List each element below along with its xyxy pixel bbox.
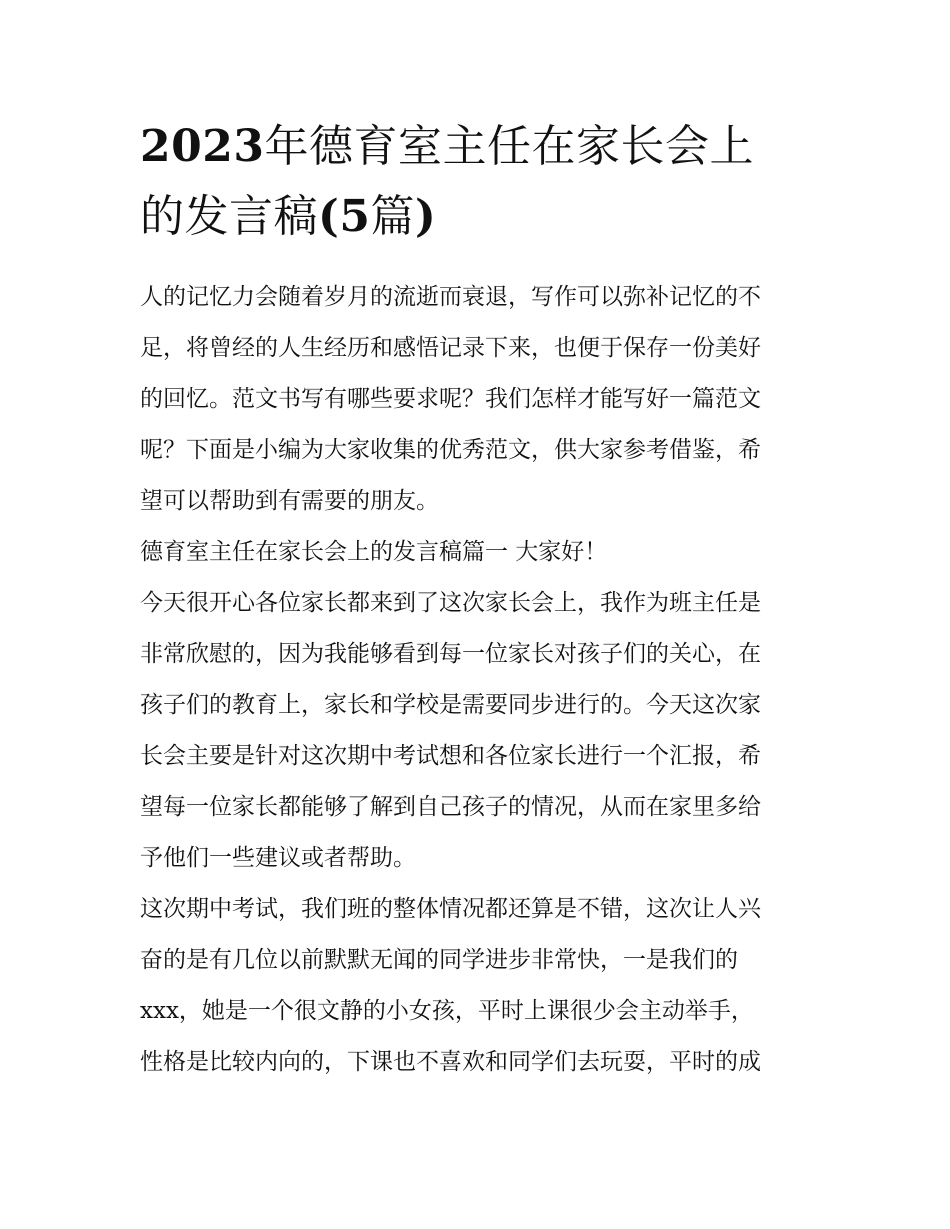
body-paragraph xyxy=(140,578,820,884)
text-line: 这次期中考试，我们班的整体情况都还算是不错，这次让人兴 xyxy=(140,896,761,922)
title-line-1 xyxy=(140,112,820,182)
text-line: 性格是比较内向的，下课也不喜欢和同学们去玩耍，平时的成 xyxy=(140,1049,761,1075)
text-line: 德育室主任在家长会上的发言稿篇一 大家好！ xyxy=(140,539,608,565)
title-year: 2023 xyxy=(140,121,265,172)
section-heading-paragraph xyxy=(140,527,820,578)
text-line: 孩子们的教育上，家长和学校是需要同步进行的。今天这次家 xyxy=(140,692,761,718)
title-line-2-text-a: 的发言稿 xyxy=(140,191,318,242)
title-line-1-text: 年德育室主任在家长会上 xyxy=(264,121,754,172)
text-line: 非常欣慰的，因为我能够看到每一位家长对孩子们的关心，在 xyxy=(140,641,761,667)
title-line-2 xyxy=(140,182,820,252)
intro-paragraph xyxy=(140,272,820,527)
text-line: 呢？下面是小编为大家收集的优秀范文，供大家参考借鉴，希 xyxy=(140,437,761,463)
title-count: (5 xyxy=(318,191,371,242)
body-paragraph xyxy=(140,884,820,1088)
text-line: 人的记忆力会随着岁月的流逝而衰退，写作可以弥补记忆的不 xyxy=(140,284,761,310)
text-line: 予他们一些建议或者帮助。 xyxy=(140,845,416,871)
text-line: 今天很开心各位家长都来到了这次家长会上，我作为班主任是 xyxy=(140,590,761,616)
text-line: 长会主要是针对这次期中考试想和各位家长进行一个汇报，希 xyxy=(140,743,761,769)
text-line: 望每一位家长都能够了解到自己孩子的情况，从而在家里多给 xyxy=(140,794,761,820)
text-line: 奋的是有几位以前默默无闻的同学进步非常快，一是我们的 xyxy=(140,947,738,973)
text-line: xxx，她是一个很文静的小女孩，平时上课很少会主动举手， xyxy=(140,998,754,1024)
document-body xyxy=(140,272,820,1088)
text-line: 足，将曾经的人生经历和感悟记录下来，也便于保存一份美好 xyxy=(140,335,761,361)
text-line: 望可以帮助到有需要的朋友。 xyxy=(140,488,439,514)
text-line: 的回忆。范文书写有哪些要求呢？我们怎样才能写好一篇范文 xyxy=(140,386,761,412)
title-close-paren: ) xyxy=(414,191,437,242)
document-title xyxy=(140,112,820,252)
title-line-2-text-b: 篇 xyxy=(370,191,415,242)
